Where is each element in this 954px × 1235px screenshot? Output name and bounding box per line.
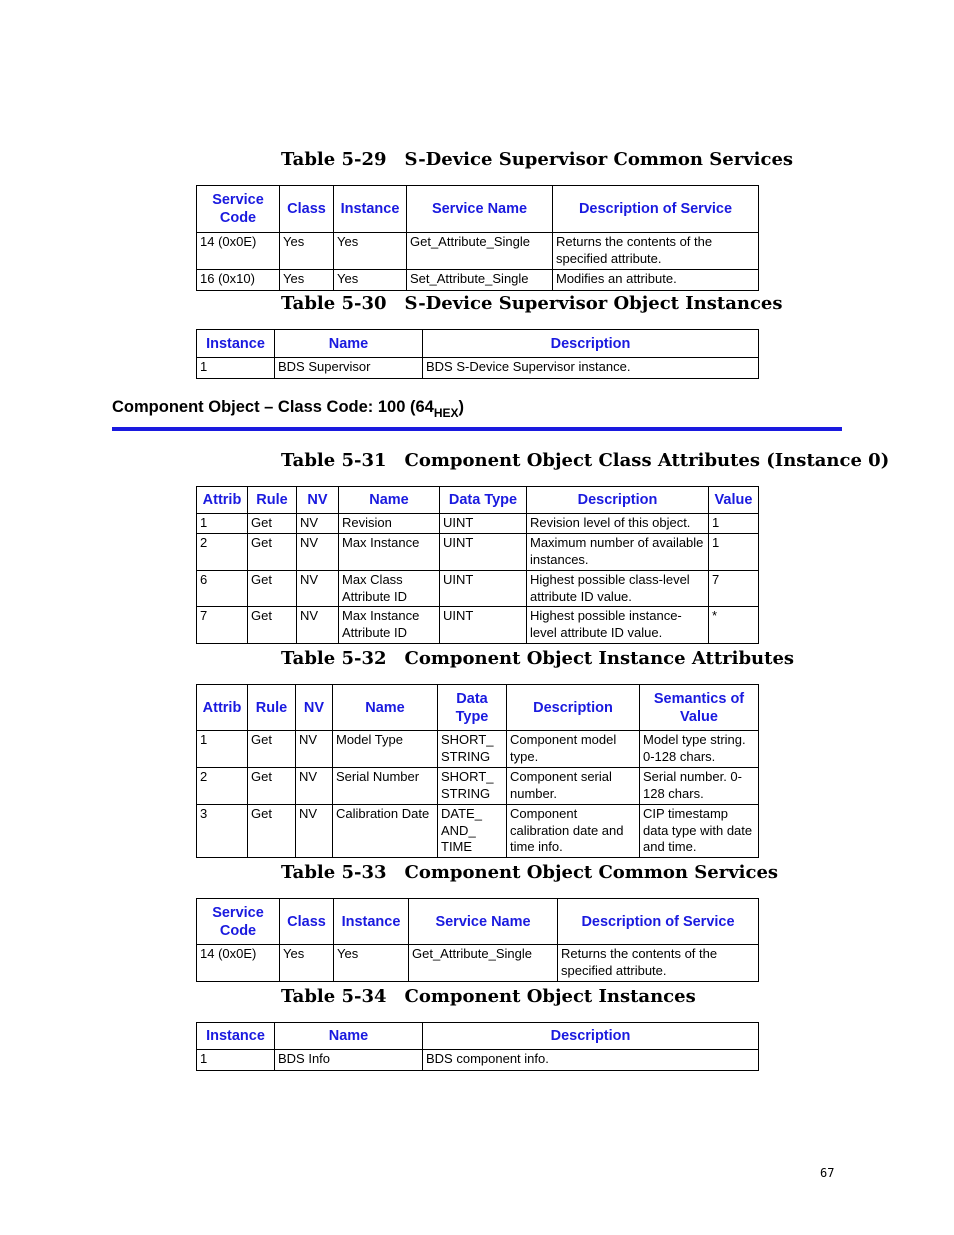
table-header-row	[197, 1023, 759, 1050]
table-caption: Table 5-29 S-Device Supervisor Common Services	[281, 149, 794, 170]
column-header: Attrib	[197, 685, 248, 731]
table-cell: Max Instance	[339, 534, 440, 571]
table-caption: Table 5-33 Component Object Common Services	[281, 862, 779, 883]
column-header: Instance	[334, 186, 407, 233]
table-row	[197, 571, 759, 607]
table-header-row	[197, 899, 759, 945]
table-cell: UINT	[440, 571, 527, 607]
column-header: Service Name	[409, 899, 558, 945]
table-cell: 6	[197, 571, 248, 607]
table-cell: Get	[248, 805, 296, 858]
table-row	[197, 233, 759, 270]
table-cell: 1	[197, 731, 248, 768]
table-header-row	[197, 685, 759, 731]
table-cell: Highest possible instance-level attribute ID value.	[527, 607, 709, 644]
data-table	[196, 1022, 759, 1071]
column-header: Description	[507, 685, 640, 731]
table-cell: Get	[248, 534, 297, 571]
column-header: Instance	[197, 330, 275, 358]
table-cell: 3	[197, 805, 248, 858]
table-caption: Table 5-31 Component Object Class Attributes (Instance 0)	[281, 450, 890, 471]
table-cell: Get	[248, 571, 297, 607]
column-header: NV	[296, 685, 333, 731]
table-cell: BDS Info	[275, 1050, 423, 1071]
column-header: Description	[527, 487, 709, 514]
column-header: Data Type	[440, 487, 527, 514]
table-cell: Serial Number	[333, 768, 438, 805]
page-number: 67	[820, 1166, 835, 1180]
table-cell: 7	[197, 607, 248, 644]
column-header: Name	[275, 1023, 423, 1050]
table-cell: 1	[197, 514, 248, 534]
column-header: Instance	[334, 899, 409, 945]
column-header: Class	[280, 186, 334, 233]
table-cell: UINT	[440, 514, 527, 534]
column-header: Description	[423, 330, 759, 358]
data-table	[196, 185, 759, 291]
table-row	[197, 805, 759, 858]
table-cell: 16 (0x10)	[197, 270, 280, 291]
table-cell: Get	[248, 768, 296, 805]
table-cell: NV	[297, 571, 339, 607]
table-cell: Set_Attribute_Single	[407, 270, 553, 291]
table-cell: Modifies an attribute.	[553, 270, 759, 291]
table-cell: NV	[296, 805, 333, 858]
table-cell: 14 (0x0E)	[197, 945, 280, 982]
column-header: Description of Service	[558, 899, 759, 945]
table-cell: 2	[197, 768, 248, 805]
table-cell: Yes	[280, 233, 334, 270]
table-row	[197, 607, 759, 644]
data-table	[196, 898, 759, 982]
table-cell: Yes	[334, 233, 407, 270]
table-row	[197, 514, 759, 534]
column-header: Service Code	[197, 186, 280, 233]
table-cell: Highest possible class-level attribute ID value.	[527, 571, 709, 607]
table-cell: Max Instance Attribute ID	[339, 607, 440, 644]
table-cell: 1	[709, 534, 759, 571]
table-row	[197, 270, 759, 291]
column-header: Data Type	[438, 685, 507, 731]
table-row	[197, 358, 759, 379]
table-cell: Returns the contents of the specified attribute.	[558, 945, 759, 982]
table-cell: 1	[709, 514, 759, 534]
section-heading: Component Object – Class Code: 100 $(64_{HEX})$	[112, 398, 465, 420]
table-cell: Revision	[339, 514, 440, 534]
column-header: Name	[333, 685, 438, 731]
table-cell: Model type string. 0-128 chars.	[640, 731, 759, 768]
column-header: Rule	[248, 487, 297, 514]
table-cell: Component calibration date and time info.	[507, 805, 640, 858]
column-header: Description	[423, 1023, 759, 1050]
table-cell: Get	[248, 731, 296, 768]
column-header: Service Name	[407, 186, 553, 233]
table-cell: Component serial number.	[507, 768, 640, 805]
table-cell: NV	[296, 768, 333, 805]
table-cell: 7	[709, 571, 759, 607]
table-cell: Returns the contents of the specified attribute.	[553, 233, 759, 270]
table-cell: BDS component info.	[423, 1050, 759, 1071]
data-table	[196, 486, 759, 644]
table-cell: Get_Attribute_Single	[407, 233, 553, 270]
table-caption: Table 5-30 S-Device Supervisor Object Instances	[281, 293, 783, 314]
table-cell: NV	[297, 607, 339, 644]
table-cell: 2	[197, 534, 248, 571]
table-cell: Revision level of this object.	[527, 514, 709, 534]
column-header: Semantics of Value	[640, 685, 759, 731]
table-cell: UINT	[440, 534, 527, 571]
table-row	[197, 945, 759, 982]
table-cell: NV	[297, 534, 339, 571]
table-cell: NV	[297, 514, 339, 534]
table-cell: Maximum number of available instances.	[527, 534, 709, 571]
table-cell: NV	[296, 731, 333, 768]
table-caption: Table 5-34 Component Object Instances	[281, 986, 696, 1007]
table-cell: BDS S-Device Supervisor instance.	[423, 358, 759, 379]
column-header: Name	[339, 487, 440, 514]
table-cell: SHORT_ STRING	[438, 768, 507, 805]
table-header-row	[197, 186, 759, 233]
column-header: Description of Service	[553, 186, 759, 233]
table-cell: Yes	[334, 945, 409, 982]
table-caption: Table 5-32 Component Object Instance Attributes	[281, 648, 795, 669]
column-header: Instance	[197, 1023, 275, 1050]
table-cell: DATE_ AND_ TIME	[438, 805, 507, 858]
table-header-row	[197, 330, 759, 358]
table-cell: SHORT_ STRING	[438, 731, 507, 768]
table-row	[197, 1050, 759, 1071]
table-cell: UINT	[440, 607, 527, 644]
column-header: Value	[709, 487, 759, 514]
data-table	[196, 684, 759, 858]
data-table	[196, 329, 759, 379]
table-cell: Yes	[280, 270, 334, 291]
table-row	[197, 768, 759, 805]
column-header: Name	[275, 330, 423, 358]
table-cell: BDS Supervisor	[275, 358, 423, 379]
table-cell: 14 (0x0E)	[197, 233, 280, 270]
column-header: Service Code	[197, 899, 280, 945]
table-cell: CIP timestamp data type with date and time.	[640, 805, 759, 858]
table-cell: Yes	[334, 270, 407, 291]
table-cell: Yes	[280, 945, 334, 982]
table-cell: *	[709, 607, 759, 644]
table-row	[197, 534, 759, 571]
table-cell: Model Type	[333, 731, 438, 768]
column-header: Attrib	[197, 487, 248, 514]
table-cell: 1	[197, 1050, 275, 1071]
table-cell: Get_Attribute_Single	[409, 945, 558, 982]
table-cell: Max Class Attribute ID	[339, 571, 440, 607]
column-header: Class	[280, 899, 334, 945]
table-header-row	[197, 487, 759, 514]
table-cell: Component model type.	[507, 731, 640, 768]
table-cell: Get	[248, 607, 297, 644]
table-cell: Serial number. 0-128 chars.	[640, 768, 759, 805]
table-cell: Get	[248, 514, 297, 534]
column-header: NV	[297, 487, 339, 514]
table-cell: 1	[197, 358, 275, 379]
section-rule	[112, 427, 842, 431]
column-header: Rule	[248, 685, 296, 731]
table-cell: Calibration Date	[333, 805, 438, 858]
table-row	[197, 731, 759, 768]
